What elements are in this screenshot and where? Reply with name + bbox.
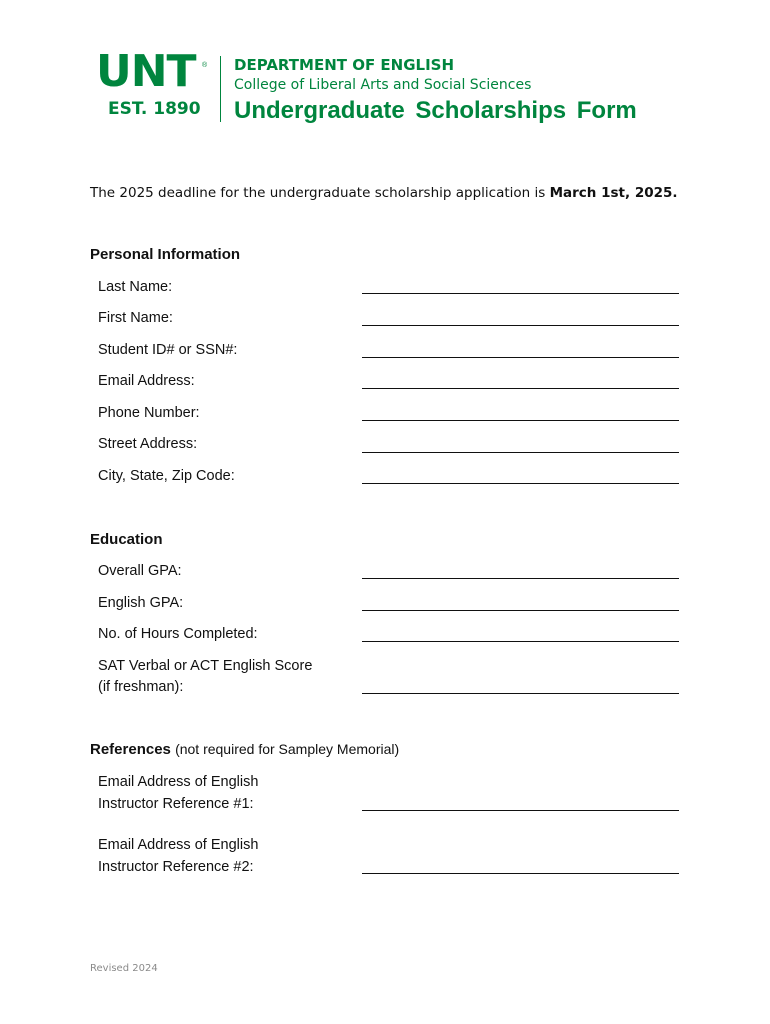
education-heading: Education [90, 531, 163, 548]
first-name-field[interactable] [362, 325, 679, 326]
email-address-label: Email Address: [98, 373, 195, 389]
deadline-text: The 2025 deadline for the undergraduate scholarship application is [90, 185, 550, 201]
references-heading-row [90, 741, 399, 758]
unt-logo-wordmark: UNT [96, 46, 196, 97]
reference-2-label-line2: Instructor Reference #2: [98, 859, 254, 875]
street-address-label: Street Address: [98, 436, 198, 452]
registered-mark: ® [202, 62, 208, 69]
hours-completed-field[interactable] [362, 641, 679, 642]
city-state-zip-label: City, State, Zip Code: [98, 468, 235, 484]
last-name-field[interactable] [362, 293, 679, 294]
english-gpa-field[interactable] [362, 610, 679, 611]
reference-2-email-field[interactable] [362, 873, 679, 874]
college-title: College of Liberal Arts and Social Sciences [234, 77, 532, 93]
phone-number-field[interactable] [362, 420, 679, 421]
english-gpa-label: English GPA: [98, 595, 184, 611]
city-state-zip-field[interactable] [362, 483, 679, 484]
references-note: (not required for Sampley Memorial) [175, 741, 400, 757]
reference-1-label-line2: Instructor Reference #1: [98, 796, 254, 812]
reference-1-label-line1: Email Address of English [98, 774, 259, 790]
sat-act-score-label-line2: (if freshman): [98, 679, 184, 695]
unt-logo-established: EST. 1890 [108, 99, 201, 119]
sat-act-score-label-line1: SAT Verbal or ACT English Score [98, 658, 313, 674]
form-title: Undergraduate Scholarships Form [234, 97, 637, 124]
overall-gpa-field[interactable] [362, 578, 679, 579]
last-name-label: Last Name: [98, 279, 173, 295]
email-address-field[interactable] [362, 388, 679, 389]
references-heading: References [90, 741, 171, 758]
hours-completed-label: No. of Hours Completed: [98, 626, 258, 642]
department-title: DEPARTMENT OF ENGLISH [234, 56, 455, 74]
first-name-label: First Name: [98, 310, 173, 326]
deadline-sentence [90, 185, 678, 201]
student-id-field[interactable] [362, 357, 679, 358]
revised-note: Revised 2024 [90, 963, 158, 974]
street-address-field[interactable] [362, 452, 679, 453]
deadline-date: March 1st, 2025. [549, 185, 678, 201]
overall-gpa-label: Overall GPA: [98, 563, 182, 579]
reference-1-email-field[interactable] [362, 810, 679, 811]
header-divider [220, 56, 221, 122]
student-id-label: Student ID# or SSN#: [98, 342, 238, 358]
personal-information-heading: Personal Information [90, 246, 241, 263]
sat-act-score-field[interactable] [362, 693, 679, 694]
phone-number-label: Phone Number: [98, 405, 200, 421]
reference-2-label-line1: Email Address of English [98, 837, 259, 853]
